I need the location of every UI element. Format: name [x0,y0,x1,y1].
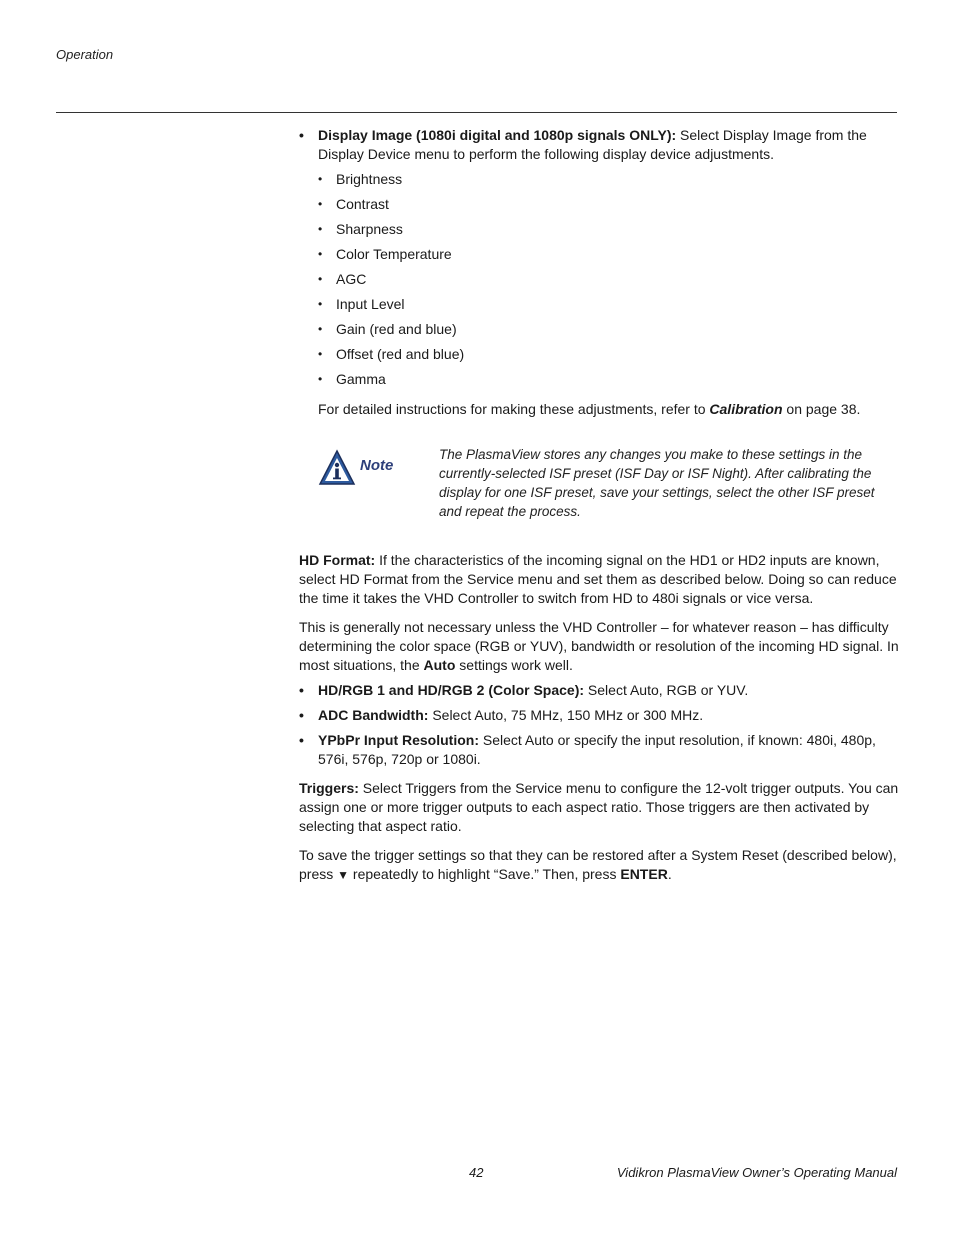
note-label: Note [360,457,394,474]
triggers-label: Triggers: [299,780,359,796]
down-arrow-icon: ▼ [337,868,350,882]
note-icon-group [318,445,439,521]
hd-format-paragraph: HD Format: If the characteristics of the incoming signal on the HD1 or HD2 inputs are known, select HD Format from the Service menu and set them as described below. Doing so can reduce the time it takes the VHD Controller to switch from HD to 480i signals or vice versa. [299,552,897,606]
display-image-text: Select Display Image from the Display Device menu to perform the following display device adjustments. [318,127,867,162]
display-image-label: Display Image (1080i digital and 1080p signals ONLY): [318,127,677,143]
list-item: • Gamma [318,371,386,387]
triggers-paragraph-2: To save the trigger settings so that they can be restored after a System Reset (described below), press ▼ repeatedly to highlight “Save.” Then, press ENTER. [299,847,897,882]
main-content [299,126,899,885]
note-text: The PlasmaView stores any changes you make to these settings in the currently-selected ISF preset (ISF Day or ISF Night). After calibrating the display for one ISF preset, save your settings, select the other ISF preset and repeat the process. [439,447,875,519]
list-item: • Brightness [318,171,403,187]
warning-icon [318,449,356,487]
adjustment-list [318,167,899,392]
calibration-reference: For detailed instructions for making these adjustments, refer to Calibration on page 38. [318,401,861,417]
hd-format-label: HD Format: [299,552,376,568]
hd-format-paragraph-2: This is generally not necessary unless the VHD Controller – for whatever reason – has difficulty determining the color space (RGB or YUV), bandwidth or resolution of the incoming HD signal. In most situations, the Auto settings work well. [299,619,899,673]
list-item: • AGC [318,271,367,287]
list-item: • Sharpness [318,221,403,237]
header-rule [56,112,897,113]
manual-title: Vidikron PlasmaView Owner’s Operating Manual [616,1165,897,1180]
ypbpr-resolution-bullet: • YPbPr Input Resolution: Select Auto or specify the input resolution, if known: 480i, 480p, 576i, 576p, 720p or 1080i. [299,732,876,767]
triggers-paragraph: Triggers: Select Triggers from the Service menu to configure the 12-volt trigger outputs. You can assign one or more trigger outputs to each aspect ratio. Those triggers are then activated by selecting that aspect ratio. [299,780,899,834]
note-box [318,445,899,521]
page-number: 42 [469,1165,484,1180]
display-image-bullet [299,126,899,164]
list-item: • Color Temperature [318,246,452,262]
calibration-link[interactable]: Calibration [709,401,783,417]
list-item: • Offset (red and blue) [318,346,465,362]
color-space-bullet: • HD/RGB 1 and HD/RGB 2 (Color Space): Select Auto, RGB or YUV. [299,682,749,698]
bullet-dot: • [299,127,304,143]
adc-bandwidth-bullet: • ADC Bandwidth: Select Auto, 75 MHz, 150 MHz or 300 MHz. [299,707,704,723]
running-header: Operation [56,47,114,62]
list-item: • Gain (red and blue) [318,321,457,337]
list-item: • Input Level [318,296,405,312]
list-item: • Contrast [318,196,389,212]
